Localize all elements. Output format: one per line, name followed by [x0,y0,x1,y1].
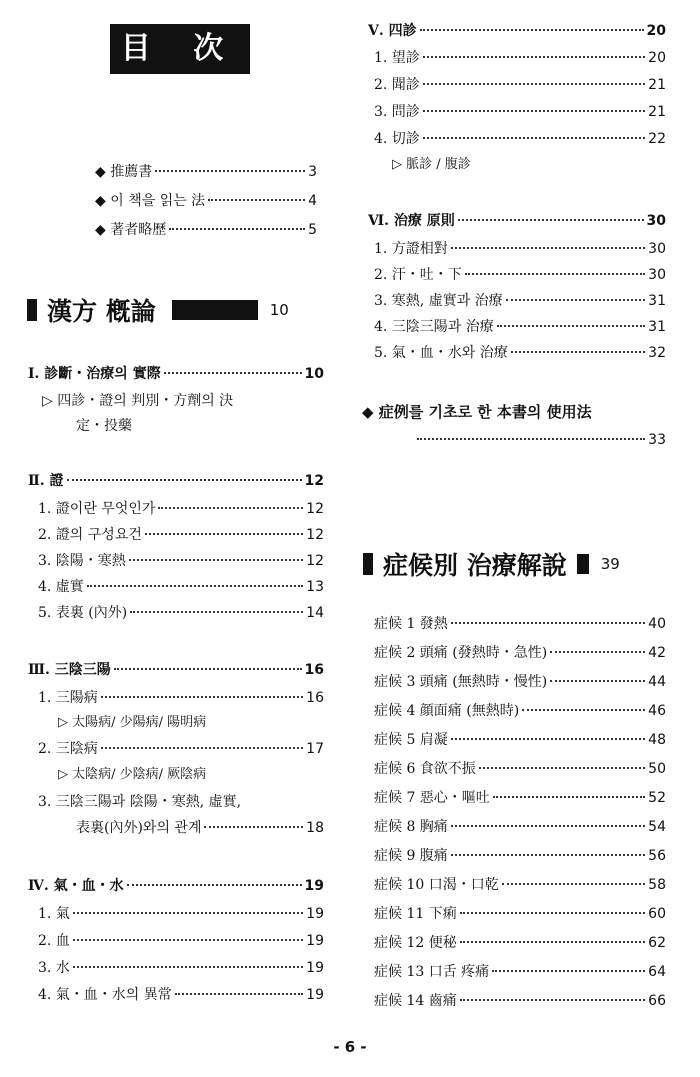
toc-item[interactable]: 1. 方證相對 30 [374,241,666,257]
part2-heading[interactable]: 症候別 治療解說 39 [363,546,620,582]
toc-item[interactable]: 1. 三陽病 16 [38,690,324,706]
toc-symptom[interactable]: 症候 1 發熱 40 [374,616,666,632]
part1-heading[interactable]: 漢方 槪論 10 [27,292,289,328]
toc-item[interactable]: 表裏(內外)와의 관계 18 [76,820,324,836]
toc-item[interactable]: 4. 虛實 13 [38,579,324,595]
toc-item[interactable]: 4. 三陰三陽과 治療 31 [374,319,666,335]
toc-item[interactable]: 3. 三陰三陽과 陰陽・寒熱, 虛實, [38,794,242,810]
toc-symptom[interactable]: 症候 2 頭痛 (發熱時・急性) 42 [374,645,666,661]
toc-item[interactable]: 4. 切診 22 [374,131,666,147]
toc-item[interactable]: 1. 望診 20 [374,50,666,66]
toc-entry-author-bio[interactable]: ◆ 著者略歷 5 [95,222,317,238]
toc-symptom[interactable]: 症候 7 惡心・嘔吐 52 [374,790,666,806]
toc-section-1[interactable]: Ⅰ. 診斷・治療의 實際 10 [28,366,324,382]
toc-symptom[interactable]: 症候 8 胸痛 54 [374,819,666,835]
page-number: - 6 - [333,1038,367,1056]
toc-symptom[interactable]: 症候 5 肩凝 48 [374,732,666,748]
toc-symptom[interactable]: 症候 6 食欲不振 50 [374,761,666,777]
bullet-square-icon [363,553,373,575]
toc-section-4[interactable]: Ⅳ. 氣・血・水 19 [28,878,324,894]
toc-item[interactable]: 3. 陰陽・寒熱 12 [38,553,324,569]
toc-note: ▷ 脈診 / 腹診 [392,157,471,172]
toc-symptom[interactable]: 症候 12 便秘 62 [374,935,666,951]
toc-item[interactable]: 5. 表裏 (內外) 14 [38,605,324,621]
heading-bar [577,554,589,574]
toc-item[interactable]: 1. 氣 19 [38,906,324,922]
toc-item[interactable]: 4. 氣・血・水의 異常 19 [38,987,324,1003]
toc-symptom[interactable]: 症候 10 口渴・口乾 58 [374,877,666,893]
toc-item[interactable]: 3. 水 19 [38,960,324,976]
toc-symptom[interactable]: 症候 11 下痢 60 [374,906,666,922]
toc-note: ▷ 太陰病/ 少陰病/ 厥陰病 [58,767,207,782]
toc-item[interactable]: 2. 三陰病 17 [38,741,324,757]
toc-note: ▷ 四診・證의 判別・方劑의 決 [42,393,234,409]
toc-symptom[interactable]: 症候 14 齒痛 66 [374,993,666,1009]
toc-usage-page[interactable]: 33 [414,430,666,450]
toc-item[interactable]: 2. 聞診 21 [374,77,666,93]
toc-item[interactable]: 3. 寒熱, 虛實과 治療 31 [374,293,666,309]
toc-symptom[interactable]: 症候 9 腹痛 56 [374,848,666,864]
toc-note: 定・投藥 [76,418,132,434]
heading-bar [172,300,258,320]
toc-symptom[interactable]: 症候 3 頭痛 (無熱時・慢性) 44 [374,674,666,690]
toc-entry-how-to-read[interactable]: ◆ 이 책을 읽는 法 4 [95,193,317,209]
toc-section-5[interactable]: Ⅴ. 四診 20 [368,23,666,39]
toc-item[interactable]: 2. 汗・吐・下 30 [374,267,666,283]
toc-section-3[interactable]: Ⅲ. 三陰三陽 16 [28,662,324,678]
toc-section-6[interactable]: Ⅵ. 治療 原則 30 [368,213,666,229]
toc-item[interactable]: 1. 證이란 무엇인가 12 [38,501,324,517]
toc-note: ▷ 太陽病/ 少陽病/ 陽明病 [58,715,207,730]
toc-section-2[interactable]: Ⅱ. 證 12 [28,473,324,489]
bullet-square-icon [27,299,37,321]
toc-item[interactable]: 3. 問診 21 [374,104,666,120]
toc-title: 目 次 [110,24,250,74]
toc-item[interactable]: 5. 氣・血・水와 治療 32 [374,345,666,361]
toc-usage-label[interactable]: ◆ 症例를 기초로 한 本書의 使用法 [362,403,592,421]
toc-item[interactable]: 2. 血 19 [38,933,324,949]
toc-item[interactable]: 2. 證의 구성요건 12 [38,527,324,543]
toc-entry-foreword[interactable]: ◆ 推薦書 3 [95,164,317,180]
toc-symptom[interactable]: 症候 4 顔面痛 (無熱時) 46 [374,703,666,719]
toc-symptom[interactable]: 症候 13 口舌 疼痛 64 [374,964,666,980]
